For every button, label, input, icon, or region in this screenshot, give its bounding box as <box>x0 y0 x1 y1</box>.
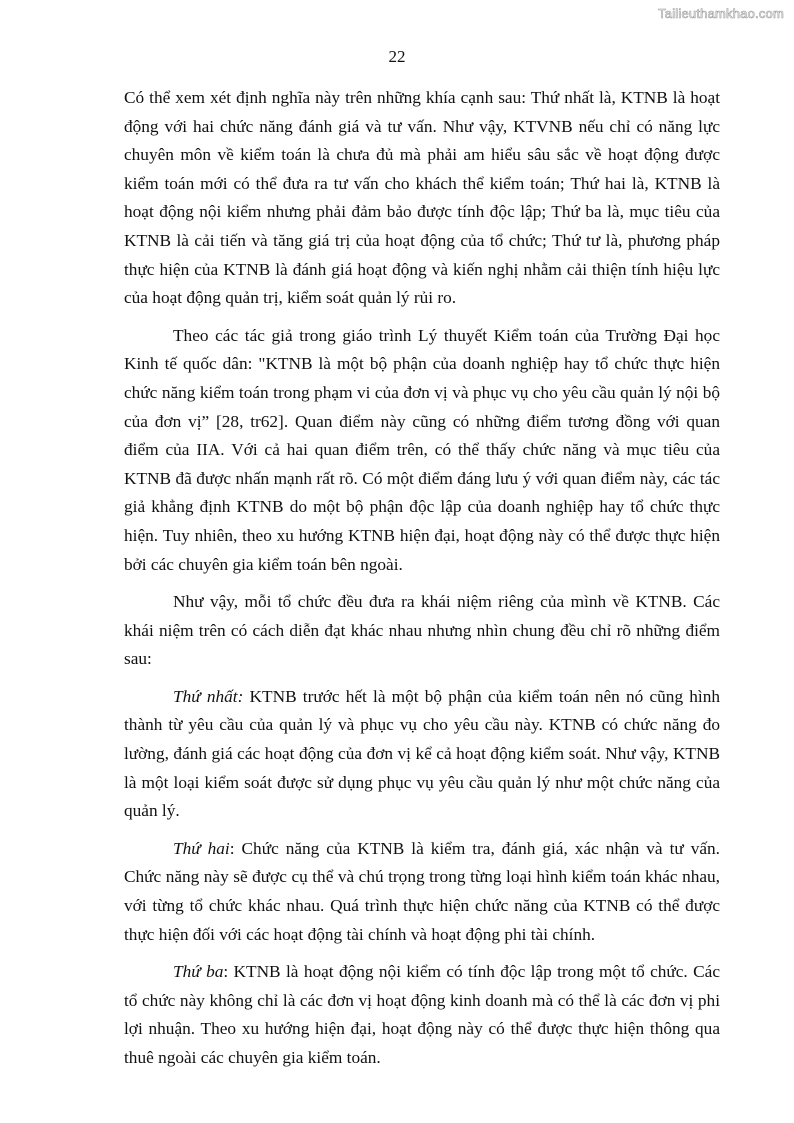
paragraph-text: : Chức năng của KTNB là kiểm tra, đánh giá, xác nhận và tư vấn. Chức năng này sẽ được cụ thể và chú trọng trong từng loại hình kiểm toán khác nhau, với từng tổ chức khác nhau. Quá trình thực hiện chức năng của KTNB có thể được thực hiện đối với các hoạt động tài chính và hoạt động phi tài chính. <box>124 838 720 944</box>
paragraph-1 <box>124 84 720 313</box>
paragraph-thu-hai <box>124 835 720 949</box>
paragraph-3 <box>124 588 720 674</box>
paragraph-lead: Thứ nhất: <box>173 686 244 706</box>
paragraph-lead: Thứ hai <box>173 838 230 858</box>
paragraph-thu-ba <box>124 958 720 1072</box>
paragraph-text: KTNB trước hết là một bộ phận của kiểm toán nên nó cũng hình thành từ yêu cầu của quản lý và phục vụ cho yêu cầu này. KTNB có chức năng đo lường, đánh giá các hoạt động của đơn vị kể cả hoạt động kiểm soát. Như vậy, KTNB là một loại kiểm soát được sử dụng phục vụ yêu cầu quản lý như một chức năng của quản lý. <box>124 686 721 821</box>
paragraph-lead: Thứ ba <box>173 962 224 982</box>
paragraph-text: Có thể xem xét định nghĩa này trên những khía cạnh sau: Thứ nhất là, KTNB là hoạt động với hai chức năng đánh giá và tư vấn. Như vậy, KTVNB nếu chỉ có năng lực chuyên môn về kiểm toán là chưa đủ mà phải am hiểu sâu sắc về hoạt động được kiểm toán mới có thể đưa ra tư vấn cho khách thể kiểm toán; Thứ hai là, KTNB là hoạt động nội kiểm nhưng phải đảm bảo được tính độc lập; Thứ ba là, mục tiêu của KTNB là cải tiến và tăng giá trị của hoạt động của tổ chức; Thứ tư là, phương pháp thực hiện của KTNB là đánh giá hoạt động và kiến nghị nhằm cải thiện tính hiệu lực của hoạt động quản trị, kiểm soát quản lý rủi ro. <box>124 88 720 308</box>
paragraph-text: Theo các tác giả trong giáo trình Lý thuyết Kiểm toán của Trường Đại học Kinh tế quốc dân: "KTNB là một bộ phận của doanh nghiệp hay tổ chức thực hiện chức năng kiểm toán trong phạm vi của đơn vị và phục vụ cho yêu cầu quản lý nội bộ của đơn vị” [28, tr62]. Quan điểm này cũng có những điểm tương đồng với quan điểm của IIA. Với cả hai quan điểm trên, có thể thấy chức năng và mục tiêu của KTNB đã được nhấn mạnh rất rõ. Có một điểm đáng lưu ý với quan điểm này, các tác giả khẳng định KTNB do một bộ phận độc lập của doanh nghiệp hay tổ chức thực hiện. Tuy nhiên, theo xu hướng KTNB hiện đại, hoạt động này có thể được thực hiện bởi các chuyên gia kiểm toán bên ngoài. <box>124 325 720 574</box>
paragraph-2 <box>124 322 720 579</box>
paragraph-thu-nhat <box>124 683 720 826</box>
page-number: 22 <box>388 47 406 66</box>
document-body <box>124 84 720 1082</box>
watermark-text: Tailieuthamkhao.com <box>658 6 784 21</box>
paragraph-text: Như vậy, mỗi tổ chức đều đưa ra khái niệm riêng của mình về KTNB. Các khái niệm trên có cách diễn đạt khác nhau nhưng nhìn chung đều chỉ rõ những điểm sau: <box>124 592 720 669</box>
paragraph-text: : KTNB là hoạt động nội kiểm có tính độc lập trong một tổ chức. Các tổ chức này không chỉ là các đơn vị hoạt động kinh doanh mà có thể là các đơn vị phi lợi nhuận. Theo xu hướng hiện đại, hoạt động này có thể được thực hiện thông qua thuê ngoài các chuyên gia kiểm toán. <box>124 962 721 1067</box>
